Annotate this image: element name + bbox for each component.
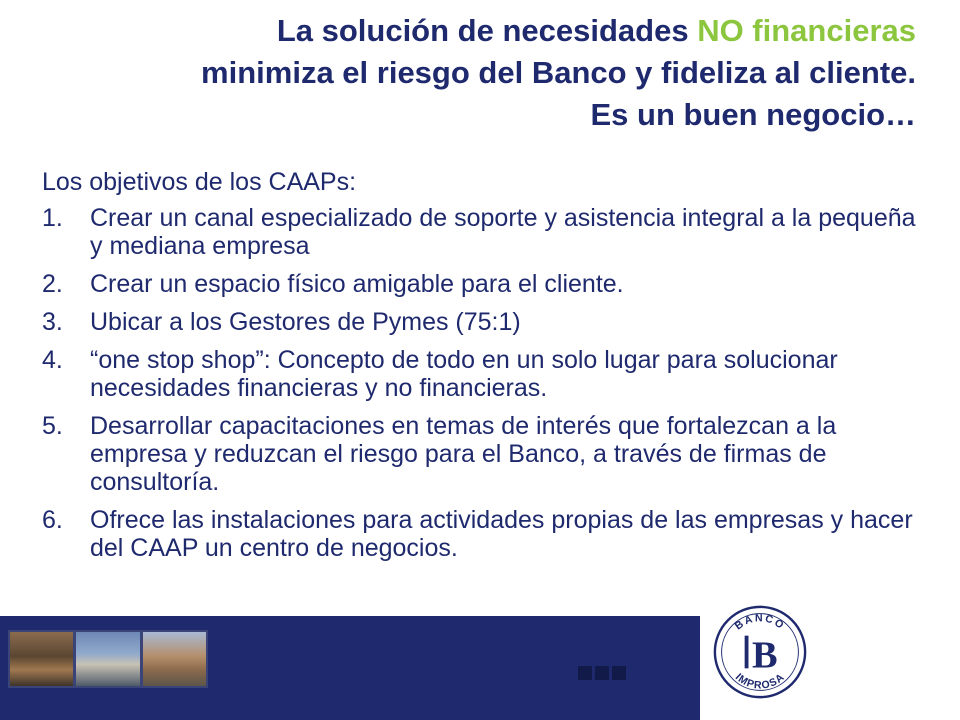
title-highlight: NO financieras: [697, 13, 916, 48]
objective-item-3: [42, 308, 922, 336]
title-line3: Es un buen negocio…: [590, 97, 916, 132]
item-number: 3.: [42, 308, 63, 336]
item-text: Ofrece las instalaciones para actividades propias de las empresas y hacer del CAAP un centro de negocios.: [90, 506, 913, 562]
logo-top-text: BANCO: [732, 612, 788, 633]
decorative-square: [612, 666, 626, 680]
building-photo: [143, 632, 206, 686]
item-number: 2.: [42, 270, 63, 298]
logo-bar: [745, 636, 749, 669]
item-text: Ubicar a los Gestores de Pymes (75:1): [90, 308, 521, 336]
objective-item-1: [42, 204, 922, 260]
item-text: Crear un espacio físico amigable para el cliente.: [90, 270, 624, 298]
decorative-square: [595, 666, 609, 680]
objective-item-6: [42, 506, 922, 562]
slide-title: [36, 10, 916, 136]
objectives-intro: Los objetivos de los CAAPs:: [42, 168, 357, 196]
title-line2: minimiza el riesgo del Banco y fideliza al cliente.: [201, 55, 916, 90]
item-number: 5.: [42, 412, 63, 440]
item-text: Desarrollar capacitaciones en temas de interés que fortalezcan a la empresa y reduzcan el riesgo para el Banco, a través de firmas de consultoría.: [90, 412, 837, 496]
logo-bottom-text: IMPROSA: [732, 670, 788, 692]
item-number: 1.: [42, 204, 63, 232]
building-photos-strip: [8, 630, 208, 688]
objective-item-4: [42, 346, 922, 402]
building-photo: [10, 632, 73, 686]
decorative-square: [578, 666, 592, 680]
item-number: 4.: [42, 346, 63, 374]
item-text: Crear un canal especializado de soporte y asistencia integral a la pequeña y mediana empresa: [90, 204, 916, 260]
item-text: “one stop shop”: Concepto de todo en un solo lugar para solucionar necesidades financieras y no financieras.: [90, 346, 838, 402]
banco-improsa-logo: [712, 604, 808, 700]
logo-monogram: B: [751, 634, 778, 677]
title-line1-text: La solución de necesidades: [276, 13, 698, 48]
item-number: 6.: [42, 506, 63, 534]
objective-item-2: [42, 270, 922, 298]
objectives-content: [42, 168, 922, 572]
objective-item-5: [42, 412, 922, 496]
building-photo: [76, 632, 139, 686]
decorative-squares: [578, 666, 626, 680]
